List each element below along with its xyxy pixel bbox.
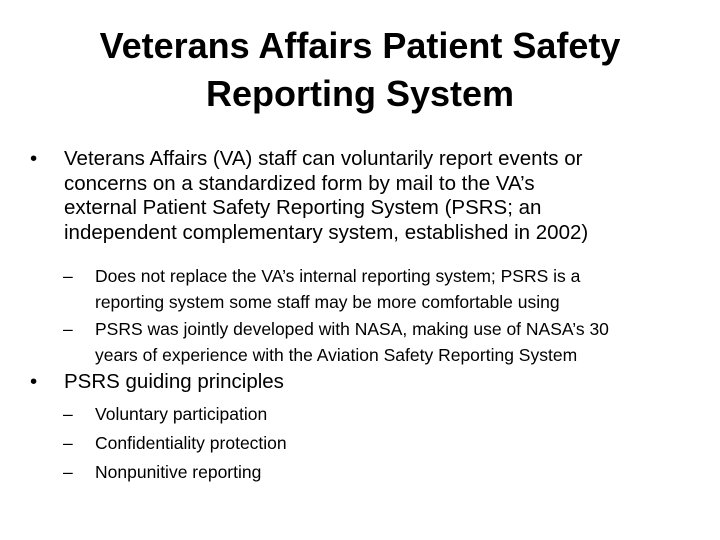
- sub-bullet-marker: –: [63, 462, 73, 482]
- sub-bullet-text: Confidentiality protection: [95, 433, 287, 453]
- slide-title: [40, 22, 680, 118]
- sub-bullet-item: [63, 263, 703, 315]
- sub-bullet-item: [63, 316, 703, 368]
- bullet-line: concerns on a standardized form by mail to the VA’s: [64, 171, 535, 195]
- bullet-item: [30, 147, 700, 245]
- sub-bullet-item: [63, 401, 703, 427]
- sub-bullet-line: years of experience with the Aviation Safety Reporting System: [95, 345, 578, 365]
- bullet-line: independent complementary system, established in 2002): [64, 220, 589, 244]
- bullet-marker: •: [30, 147, 38, 170]
- bullet-item: [30, 370, 700, 395]
- sub-bullet-marker: –: [63, 266, 73, 286]
- bullet-text: [64, 147, 700, 245]
- sub-bullet-item: [63, 430, 703, 456]
- sub-bullet-text: [95, 316, 703, 368]
- bullet-marker: •: [30, 370, 38, 393]
- sub-bullet-item: [63, 459, 703, 485]
- sub-bullet-text: Nonpunitive reporting: [95, 462, 262, 482]
- sub-bullet-marker: –: [63, 319, 73, 339]
- title-line: Reporting System: [205, 73, 515, 114]
- sub-bullet-line: Does not replace the VA’s internal reporting system; PSRS is a: [95, 266, 581, 286]
- sub-bullet-line: reporting system some staff may be more comfortable using: [95, 292, 560, 312]
- bullet-text: [64, 370, 700, 395]
- bullet-line: PSRS guiding principles: [64, 370, 284, 393]
- bullet-line: Veterans Affairs (VA) staff can voluntarily report events or: [64, 147, 583, 170]
- bullet-line: external Patient Safety Reporting System (PSRS; an: [64, 196, 542, 219]
- title-line: Veterans Affairs Patient Safety: [99, 25, 621, 66]
- sub-bullet-marker: –: [63, 404, 73, 424]
- sub-bullet-line: PSRS was jointly developed with NASA, making use of NASA’s 30: [95, 319, 609, 339]
- sub-bullet-text: [95, 263, 703, 315]
- sub-bullet-text: Voluntary participation: [95, 404, 268, 424]
- sub-bullet-marker: –: [63, 433, 73, 453]
